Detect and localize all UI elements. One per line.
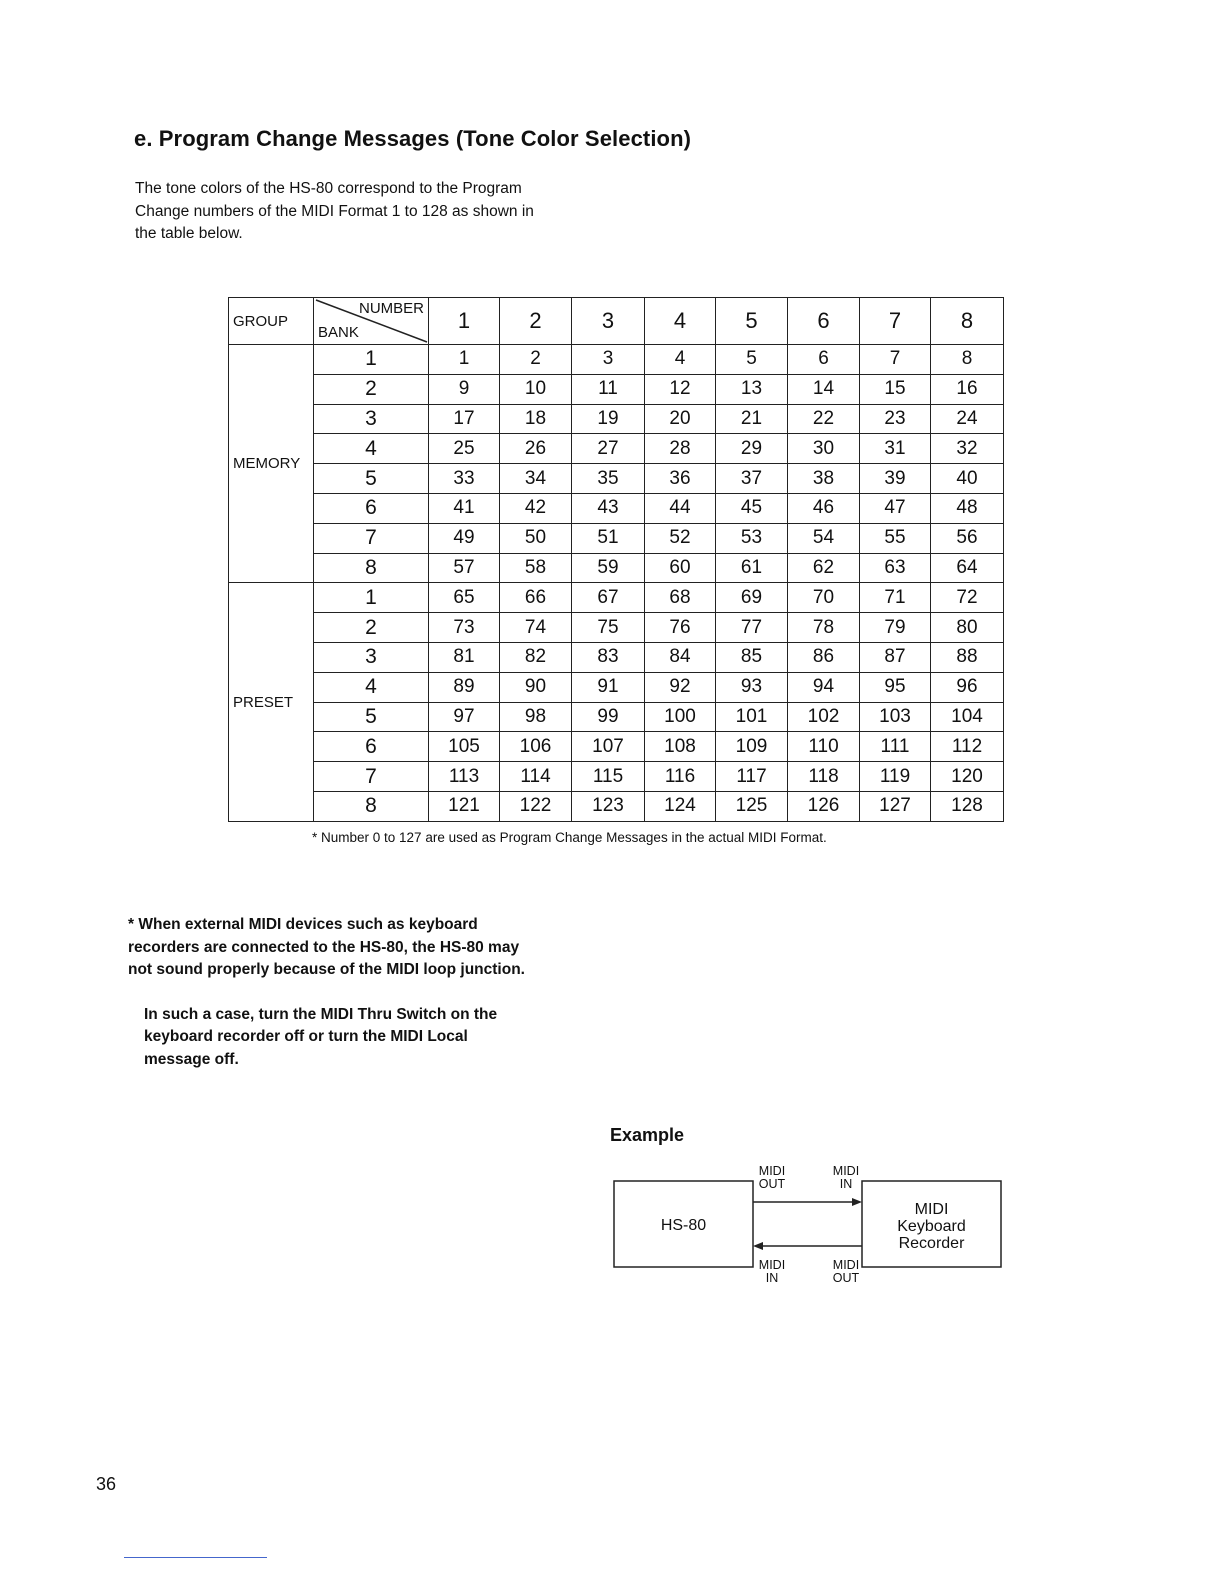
- program-number-cell: 113: [429, 762, 500, 792]
- port-label-line: OUT: [758, 1177, 786, 1191]
- program-number-cell: 116: [645, 762, 716, 792]
- bank-cell: 3: [314, 642, 429, 672]
- program-number-cell: 102: [788, 702, 860, 732]
- program-number-cell: 106: [500, 732, 572, 762]
- program-number-cell: 61: [716, 553, 788, 583]
- program-number-cell: 75: [572, 613, 645, 643]
- hs80-label: HS-80: [660, 1217, 707, 1234]
- program-number-cell: 109: [716, 732, 788, 762]
- program-number-cell: 76: [645, 613, 716, 643]
- bank-cell: 1: [314, 583, 429, 613]
- program-number-cell: 15: [860, 374, 931, 404]
- program-number-cell: 53: [716, 523, 788, 553]
- group-column-header: GROUP: [229, 298, 314, 345]
- program-number-cell: 3: [572, 345, 645, 375]
- table-row: [229, 642, 1004, 672]
- bank-cell: 6: [314, 493, 429, 523]
- program-number-cell: 114: [500, 762, 572, 792]
- program-number-cell: 25: [429, 434, 500, 464]
- program-number-cell: 68: [645, 583, 716, 613]
- program-number-cell: 123: [572, 791, 645, 821]
- arrowhead-left-icon: [753, 1242, 763, 1250]
- program-number-cell: 39: [860, 464, 931, 494]
- program-number-cell: 62: [788, 553, 860, 583]
- port-label-line: OUT: [832, 1271, 860, 1285]
- column-header: 3: [572, 298, 645, 345]
- program-number-cell: 119: [860, 762, 931, 792]
- program-number-cell: 124: [645, 791, 716, 821]
- bank-cell: 5: [314, 702, 429, 732]
- program-number-cell: 6: [788, 345, 860, 375]
- program-change-table: [228, 297, 1004, 822]
- program-number-cell: 107: [572, 732, 645, 762]
- port-label-hs80-midi-in: [752, 1259, 792, 1285]
- table-row: [229, 553, 1004, 583]
- table-row: [229, 702, 1004, 732]
- column-header: 8: [931, 298, 1004, 345]
- example-title: Example: [610, 1125, 685, 1145]
- program-number-cell: 1: [429, 345, 500, 375]
- program-number-cell: 38: [788, 464, 860, 494]
- warning-paragraph-2: In such a case, turn the MIDI Thru Switch on the keyboard recorder off or turn the MIDI Local message off.: [144, 1005, 498, 1068]
- program-number-cell: 28: [645, 434, 716, 464]
- port-label-line: MIDI: [832, 1164, 860, 1178]
- table-row: [229, 523, 1004, 553]
- program-number-cell: 128: [931, 791, 1004, 821]
- port-label-line: MIDI: [758, 1258, 786, 1272]
- program-number-cell: 122: [500, 791, 572, 821]
- program-number-cell: 63: [860, 553, 931, 583]
- program-number-cell: 94: [788, 672, 860, 702]
- table-row: [229, 374, 1004, 404]
- program-number-cell: 87: [860, 642, 931, 672]
- table-header-row: [229, 298, 1004, 345]
- warning-text-1: When external MIDI devices such as keyboard recorders are connected to the HS-80, the HS-80 may not sound properly because of the MIDI loop junction.: [128, 916, 525, 978]
- program-number-cell: 42: [500, 493, 572, 523]
- number-label: NUMBER: [358, 300, 424, 317]
- program-number-cell: 11: [572, 374, 645, 404]
- program-number-cell: 18: [500, 404, 572, 434]
- program-number-cell: 97: [429, 702, 500, 732]
- program-number-cell: 56: [931, 523, 1004, 553]
- program-number-cell: 127: [860, 791, 931, 821]
- program-number-cell: 125: [716, 791, 788, 821]
- program-number-cell: 103: [860, 702, 931, 732]
- column-header: 5: [716, 298, 788, 345]
- port-label-hs80-midi-out: [752, 1165, 792, 1191]
- program-number-cell: 73: [429, 613, 500, 643]
- program-number-cell: 104: [931, 702, 1004, 732]
- program-number-cell: 96: [931, 672, 1004, 702]
- program-number-cell: 64: [931, 553, 1004, 583]
- program-number-cell: 37: [716, 464, 788, 494]
- program-number-cell: 9: [429, 374, 500, 404]
- port-label-recorder-midi-in: [826, 1165, 866, 1191]
- column-header: 6: [788, 298, 860, 345]
- recorder-line-1: MIDI: [914, 1201, 949, 1218]
- program-number-cell: 45: [716, 493, 788, 523]
- program-number-cell: 105: [429, 732, 500, 762]
- recorder-line-3: Recorder: [898, 1235, 965, 1252]
- program-number-cell: 79: [860, 613, 931, 643]
- port-label-line: MIDI: [758, 1164, 786, 1178]
- program-number-cell: 110: [788, 732, 860, 762]
- table-row: [229, 791, 1004, 821]
- program-number-cell: 95: [860, 672, 931, 702]
- number-bank-corner-header: [314, 298, 429, 345]
- program-number-cell: 99: [572, 702, 645, 732]
- program-number-cell: 26: [500, 434, 572, 464]
- program-number-cell: 83: [572, 642, 645, 672]
- program-number-cell: 46: [788, 493, 860, 523]
- program-number-cell: 24: [931, 404, 1004, 434]
- program-number-cell: 19: [572, 404, 645, 434]
- program-number-cell: 126: [788, 791, 860, 821]
- program-number-cell: 2: [500, 345, 572, 375]
- program-number-cell: 57: [429, 553, 500, 583]
- program-number-cell: 49: [429, 523, 500, 553]
- warning-block: [128, 914, 528, 1093]
- program-number-cell: 52: [645, 523, 716, 553]
- table-body: [229, 345, 1004, 822]
- program-number-cell: 54: [788, 523, 860, 553]
- program-number-cell: 118: [788, 762, 860, 792]
- table-row: [229, 672, 1004, 702]
- program-number-cell: 90: [500, 672, 572, 702]
- program-number-cell: 93: [716, 672, 788, 702]
- port-label-line: IN: [765, 1271, 779, 1285]
- program-number-cell: 47: [860, 493, 931, 523]
- program-number-cell: 86: [788, 642, 860, 672]
- program-number-cell: 5: [716, 345, 788, 375]
- program-number-cell: 30: [788, 434, 860, 464]
- program-number-cell: 55: [860, 523, 931, 553]
- asterisk-marker: *: [128, 916, 135, 933]
- program-number-cell: 7: [860, 345, 931, 375]
- bank-label: BANK: [318, 324, 359, 341]
- program-number-cell: 8: [931, 345, 1004, 375]
- program-number-cell: 4: [645, 345, 716, 375]
- program-number-cell: 115: [572, 762, 645, 792]
- program-number-cell: 21: [716, 404, 788, 434]
- table-row: [229, 613, 1004, 643]
- program-number-cell: 40: [931, 464, 1004, 494]
- program-number-cell: 121: [429, 791, 500, 821]
- table-row: [229, 762, 1004, 792]
- bank-cell: 3: [314, 404, 429, 434]
- table-row: [229, 464, 1004, 494]
- program-number-cell: 111: [860, 732, 931, 762]
- program-number-cell: 33: [429, 464, 500, 494]
- group-cell: MEMORY: [229, 345, 314, 583]
- program-number-cell: 32: [931, 434, 1004, 464]
- bank-cell: 5: [314, 464, 429, 494]
- port-label-recorder-midi-out: [826, 1259, 866, 1285]
- program-number-cell: 10: [500, 374, 572, 404]
- program-number-cell: 78: [788, 613, 860, 643]
- table-row: [229, 493, 1004, 523]
- program-number-cell: 77: [716, 613, 788, 643]
- keyboard-recorder-label: [862, 1201, 1001, 1252]
- program-number-cell: 108: [645, 732, 716, 762]
- program-number-cell: 22: [788, 404, 860, 434]
- program-number-cell: 80: [931, 613, 1004, 643]
- port-label-line: IN: [839, 1177, 853, 1191]
- program-number-cell: 88: [931, 642, 1004, 672]
- bank-cell: 2: [314, 613, 429, 643]
- program-number-cell: 23: [860, 404, 931, 434]
- bank-cell: 6: [314, 732, 429, 762]
- program-number-cell: 85: [716, 642, 788, 672]
- program-number-cell: 81: [429, 642, 500, 672]
- program-number-cell: 112: [931, 732, 1004, 762]
- section-heading: e. Program Change Messages (Tone Color Selection): [134, 126, 692, 151]
- program-number-cell: 82: [500, 642, 572, 672]
- program-number-cell: 70: [788, 583, 860, 613]
- column-header: 7: [860, 298, 931, 345]
- program-number-cell: 92: [645, 672, 716, 702]
- program-number-cell: 69: [716, 583, 788, 613]
- warning-paragraph-1: [128, 914, 528, 982]
- program-number-cell: 29: [716, 434, 788, 464]
- bank-cell: 8: [314, 791, 429, 821]
- program-number-cell: 35: [572, 464, 645, 494]
- program-number-cell: 16: [931, 374, 1004, 404]
- table-footnote: * Number 0 to 127 are used as Program Change Messages in the actual MIDI Format.: [312, 830, 827, 845]
- port-label-line: MIDI: [832, 1258, 860, 1272]
- bank-cell: 7: [314, 523, 429, 553]
- program-number-cell: 12: [645, 374, 716, 404]
- program-number-cell: 27: [572, 434, 645, 464]
- program-number-cell: 36: [645, 464, 716, 494]
- table-row: [229, 583, 1004, 613]
- program-number-cell: 91: [572, 672, 645, 702]
- program-number-cell: 44: [645, 493, 716, 523]
- program-number-cell: 72: [931, 583, 1004, 613]
- column-header: 1: [429, 298, 500, 345]
- program-number-cell: 60: [645, 553, 716, 583]
- table-row: [229, 434, 1004, 464]
- table-row: [229, 345, 1004, 375]
- intro-paragraph: The tone colors of the HS-80 correspond to the Program Change numbers of the MIDI Format 1 to 128 as shown in the table below.: [135, 180, 534, 242]
- program-number-cell: 51: [572, 523, 645, 553]
- program-number-cell: 20: [645, 404, 716, 434]
- program-number-cell: 17: [429, 404, 500, 434]
- recorder-line-2: Keyboard: [897, 1218, 966, 1235]
- page-number: 36: [96, 1474, 117, 1494]
- program-number-cell: 67: [572, 583, 645, 613]
- footer-rule: [124, 1557, 267, 1558]
- program-number-cell: 43: [572, 493, 645, 523]
- program-number-cell: 59: [572, 553, 645, 583]
- column-header: 2: [500, 298, 572, 345]
- table-row: [229, 404, 1004, 434]
- program-number-cell: 41: [429, 493, 500, 523]
- program-number-cell: 48: [931, 493, 1004, 523]
- program-number-cell: 34: [500, 464, 572, 494]
- table-row: [229, 732, 1004, 762]
- bank-cell: 4: [314, 672, 429, 702]
- bank-cell: 8: [314, 553, 429, 583]
- program-number-cell: 14: [788, 374, 860, 404]
- arrowhead-right-icon: [852, 1198, 862, 1206]
- program-number-cell: 50: [500, 523, 572, 553]
- group-cell: PRESET: [229, 583, 314, 821]
- program-number-cell: 74: [500, 613, 572, 643]
- program-number-cell: 117: [716, 762, 788, 792]
- program-number-cell: 89: [429, 672, 500, 702]
- program-number-cell: 100: [645, 702, 716, 732]
- bank-cell: 1: [314, 345, 429, 375]
- column-header: 4: [645, 298, 716, 345]
- program-number-cell: 66: [500, 583, 572, 613]
- program-number-cell: 120: [931, 762, 1004, 792]
- program-number-cell: 101: [716, 702, 788, 732]
- program-number-cell: 31: [860, 434, 931, 464]
- bank-cell: 2: [314, 374, 429, 404]
- program-number-cell: 65: [429, 583, 500, 613]
- bank-cell: 4: [314, 434, 429, 464]
- program-number-cell: 98: [500, 702, 572, 732]
- program-number-cell: 58: [500, 553, 572, 583]
- bank-cell: 7: [314, 762, 429, 792]
- program-number-cell: 71: [860, 583, 931, 613]
- program-number-cell: 84: [645, 642, 716, 672]
- program-number-cell: 13: [716, 374, 788, 404]
